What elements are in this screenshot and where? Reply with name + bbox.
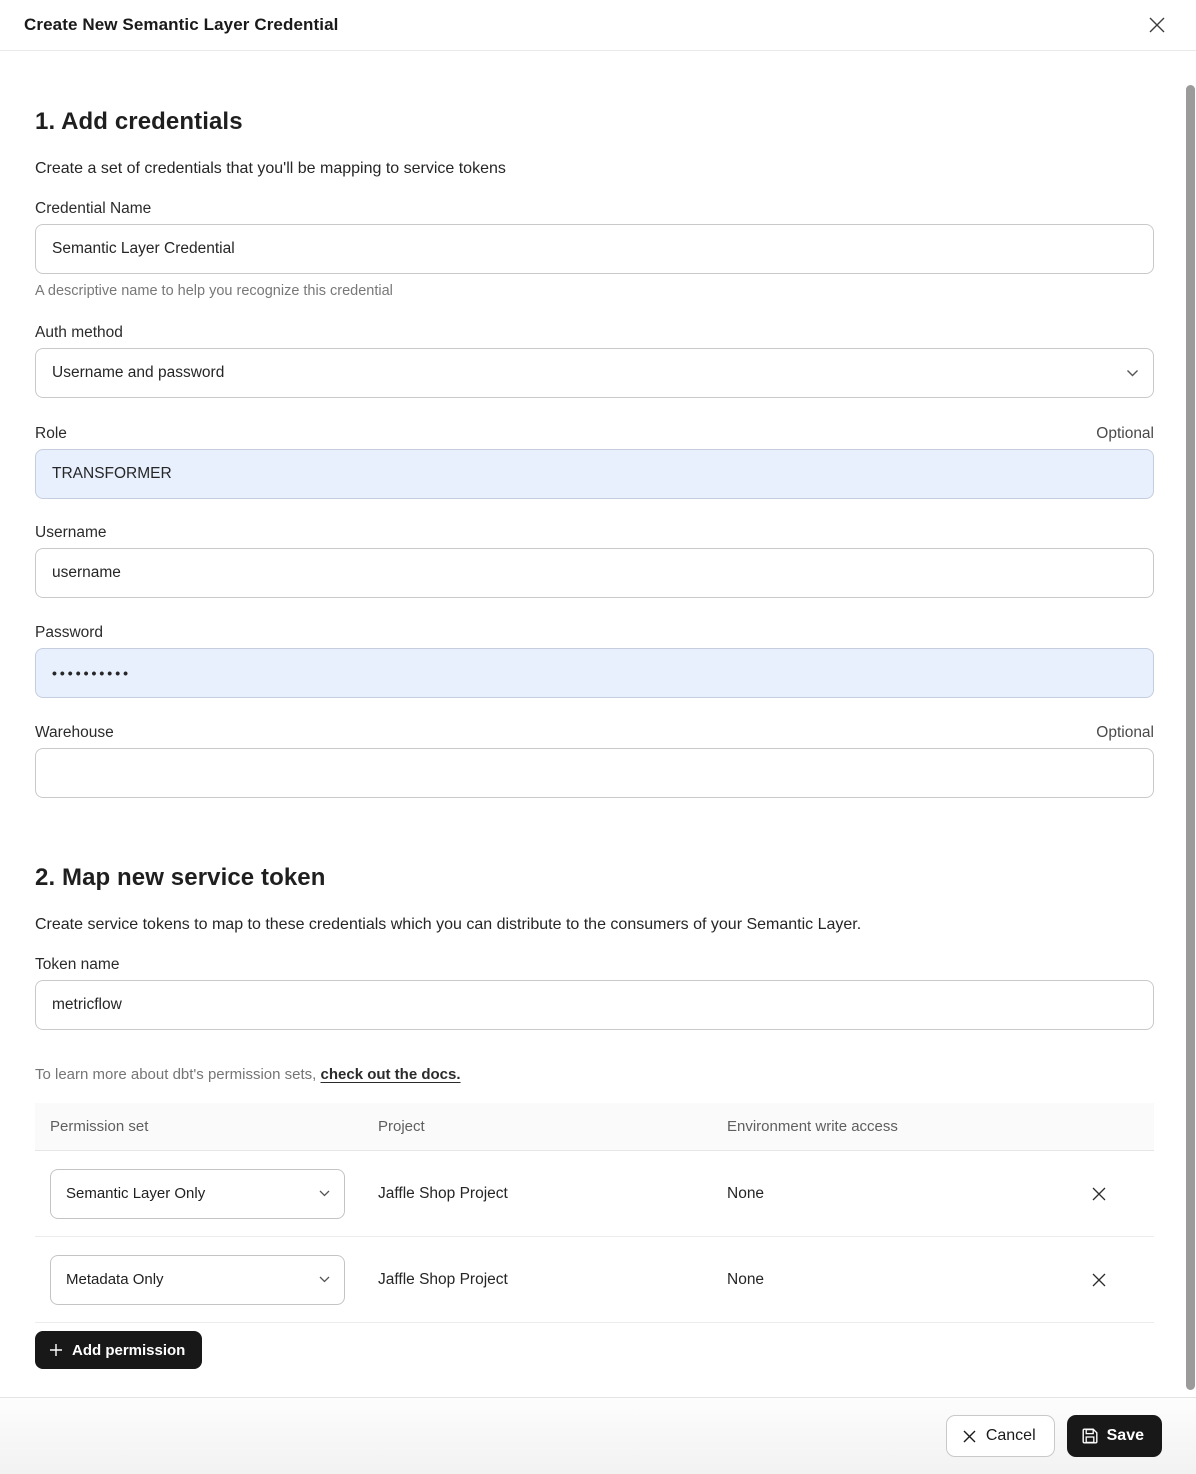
role-label: Role [35,425,67,442]
warehouse-optional-badge: Optional [1096,724,1154,741]
save-label: Save [1106,1427,1144,1444]
password-input[interactable] [35,648,1154,698]
close-icon [962,1429,977,1444]
env-write-access-cell: None [727,1184,765,1202]
permission-set-select[interactable] [50,1255,345,1305]
project-cell: Jaffle Shop Project [378,1184,508,1202]
modal-header [0,0,1196,51]
role-optional-badge: Optional [1096,425,1154,442]
username-label: Username [35,524,107,541]
modal-title: Create New Semantic Layer Credential [24,15,339,34]
username-input[interactable] [35,548,1154,598]
project-cell: Jaffle Shop Project [378,1270,508,1288]
add-permission-label: Add permission [72,1341,186,1359]
table-row [35,1237,1154,1323]
cancel-label: Cancel [985,1427,1036,1444]
remove-row-icon[interactable] [1084,1179,1114,1209]
close-icon[interactable] [1144,12,1170,38]
column-header-project: Project [378,1118,425,1135]
password-label: Password [35,624,104,641]
permissions-table [35,1103,1154,1323]
docs-note [35,1066,1154,1083]
warehouse-label: Warehouse [35,724,114,741]
save-button[interactable] [1067,1415,1162,1457]
section2-description: Create service tokens to map to these credentials which you can distribute to the consumers of your Semantic Layer. [35,916,862,933]
permission-set-select[interactable] [50,1169,345,1219]
warehouse-input[interactable] [35,748,1154,798]
table-row [35,1151,1154,1237]
token-name-label: Token name [35,956,120,973]
remove-row-icon[interactable] [1084,1265,1114,1295]
plus-icon [49,1343,63,1357]
warehouse-label-row [35,724,1154,742]
auth-method-value: Username and password [52,364,225,381]
auth-method-label: Auth method [35,324,123,341]
save-floppy-icon [1082,1428,1098,1444]
section-heading-map-token: 2. Map new service token [35,864,326,891]
section1-description: Create a set of credentials that you'll be mapping to service tokens [35,160,506,177]
chevron-down-icon [319,1276,330,1283]
credential-name-label: Credential Name [35,200,152,217]
column-header-permission-set: Permission set [50,1118,149,1135]
add-permission-button[interactable] [35,1331,202,1369]
scrollbar[interactable] [1186,85,1195,1390]
column-header-env-write-access: Environment write access [727,1118,898,1135]
credential-name-helper: A descriptive name to help you recognize this credential [35,283,393,299]
chevron-down-icon [1126,369,1139,377]
chevron-down-icon [319,1190,330,1197]
permission-set-value: Semantic Layer Only [66,1185,206,1202]
docs-note-prefix: To learn more about dbt's permission sets, [35,1066,321,1083]
role-label-row [35,425,1154,443]
modal-footer [0,1397,1196,1474]
permissions-table-header [35,1103,1154,1151]
role-input[interactable] [35,449,1154,499]
modal-body [0,108,1196,1369]
section-heading-add-credentials: 1. Add credentials [35,108,243,135]
docs-link[interactable]: check out the docs. [320,1066,461,1083]
env-write-access-cell: None [727,1270,765,1288]
credential-name-input[interactable] [35,224,1154,274]
token-name-input[interactable] [35,980,1154,1030]
cancel-button[interactable] [946,1415,1055,1457]
permission-set-value: Metadata Only [66,1271,164,1288]
auth-method-select[interactable] [35,348,1154,398]
